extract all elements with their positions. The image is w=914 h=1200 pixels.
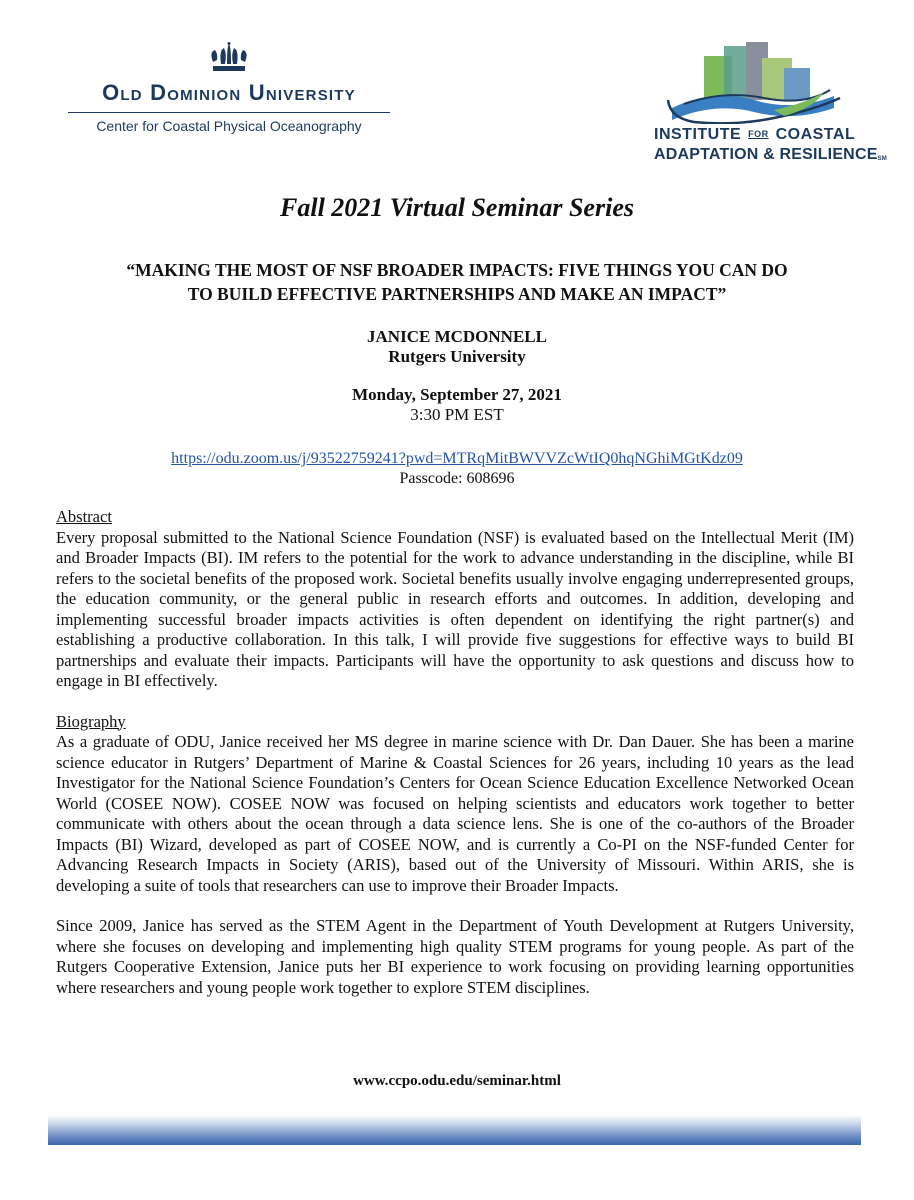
abstract-text: Every proposal submitted to the National Science Foundation (NSF) is evaluated based on the Intellectual Merit (IM) and Broader Impacts (BI). IM refers to the potential for the work to advance understanding in the discipline, while BI refers to the societal benefits of the proposed work. Societal benefits usually involve engaging underrepresented groups, the education community, or the general public in research efforts and outcomes. In addition, developing and implementing successful broader impacts activities is often dependent on identifying the right partner(s) and establishing a productive collaboration. In this talk, I will provide five suggestions for effective ways to build BI partnerships and evaluate their impacts. Participants will have the opportunity to ask questions and discuss how to engage in BI effectively.: [56, 527, 854, 690]
series-title: Fall 2021 Virtual Seminar Series: [280, 193, 634, 222]
icar-word-coastal: COASTAL: [775, 126, 856, 143]
talk-title-line2: TO BUILD EFFECTIVE PARTNERSHIPS AND MAKE AN IMPACT”: [187, 284, 727, 304]
speaker-name: JANICE MCDONNELL: [367, 327, 547, 346]
event-date: Monday, September 27, 2021: [352, 385, 562, 404]
footer-website: www.ccpo.odu.edu/seminar.html: [353, 1073, 561, 1089]
speaker-affiliation: Rutgers University: [388, 347, 526, 366]
odu-center-name: Center for Coastal Physical Oceanography: [96, 118, 362, 134]
icar-word-for: FOR: [748, 129, 769, 139]
icar-name-line1: [654, 124, 858, 145]
speaker-block: [0, 327, 914, 367]
odu-name: Old Dominion University: [102, 80, 356, 105]
biography-paragraph-2: Since 2009, Janice has served as the STEM Agent in the Department of Youth Development at Rutgers University, where she focuses on developing and implementing high quality STEM programs for young people. As part of the Rutgers Cooperative Extension, Janice puts her BI experience to work focusing on providing learning opportunities where researchers and young people work together to explore STEM disciplines.: [56, 916, 854, 997]
datetime-block: [0, 385, 914, 425]
section-spacer: [56, 692, 854, 712]
odu-logo: [64, 42, 394, 134]
paragraph-spacer: [56, 896, 854, 916]
icar-logo: [648, 38, 887, 169]
biography-paragraph-1: As a graduate of ODU, Janice received her MS degree in marine science with Dr. Dan Dauer. She has been a marine science educator in Rutgers’ Department of Marine & Coastal Sciences for 26 years, including 10 years as the lead Investigator for the National Science Foundation’s Centers for Ocean Science Education Excellence Networked Ocean World (COSEE NOW). COSEE NOW was focused on helping scientists and educators work together to better communicate with others about the ocean through a data science lens. She is one of the co-authors of the Broader Impacts (BI) Wizard, developed as part of COSEE NOW, and is currently a Co-PI on the NSF-funded Center for Advancing Research Impacts in Society (ARIS), based out of the University of Missouri. Within ARIS, she is developing a suite of tools that researchers can use to improve their Broader Impacts.: [56, 732, 854, 895]
talk-title-line1: “MAKING THE MOST OF NSF BROADER IMPACTS: FIVE THINGS YOU CAN DO: [126, 260, 788, 280]
zoom-link[interactable]: https://odu.zoom.us/j/93522759241?pwd=MTRqMitBWVVZcWtIQ0hqNGhiMGtKdz09: [171, 450, 743, 467]
zoom-block: [0, 449, 914, 489]
crown-icon: [207, 42, 251, 78]
icar-word-institute: INSTITUTE: [654, 126, 742, 143]
abstract-heading: Abstract: [56, 507, 112, 526]
icar-service-mark: SM: [877, 156, 887, 162]
footer-gradient-band: [48, 1115, 861, 1145]
event-time: 3:30 PM EST: [410, 405, 504, 424]
zoom-passcode: Passcode: 608696: [399, 470, 515, 487]
talk-title: [80, 258, 834, 306]
icar-name-line2: [654, 145, 887, 169]
coastal-skyline-icon: [654, 38, 850, 124]
icar-adaptation: ADAPTATION & RESILIENCE: [654, 146, 878, 163]
odu-rule: [68, 112, 390, 113]
biography-heading: Biography: [56, 711, 126, 731]
body-text: [56, 507, 854, 998]
